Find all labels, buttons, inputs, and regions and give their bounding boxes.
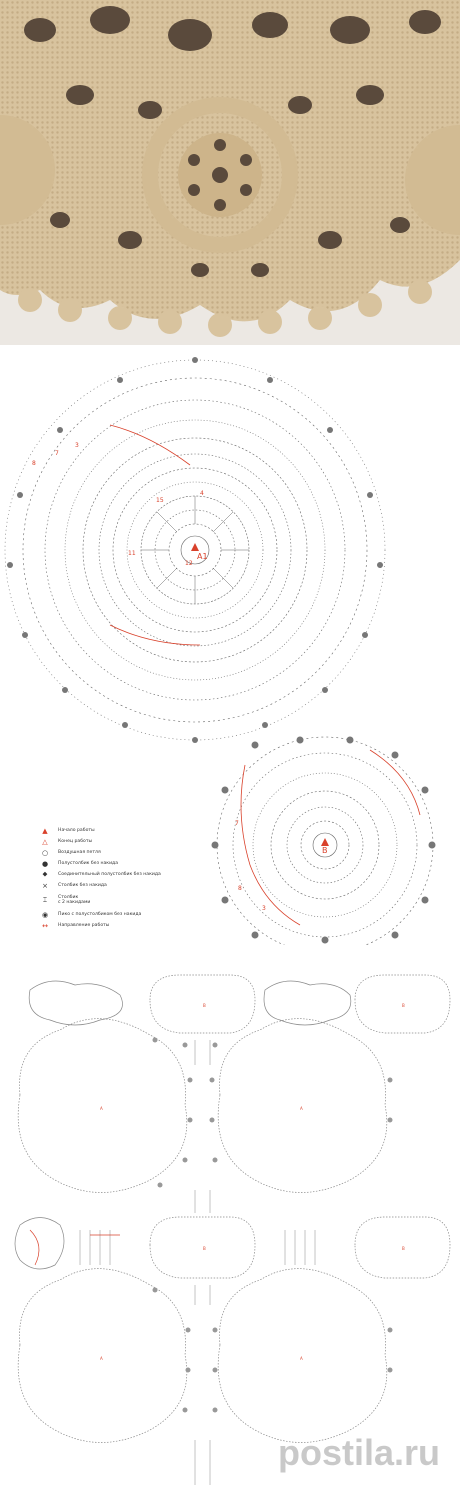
row-number: 3 xyxy=(75,442,79,449)
legend-label: Соединительный полустолбик без накида xyxy=(58,872,161,877)
watermark-logo: postila.ru xyxy=(277,1432,440,1473)
motif-a-label: A1 xyxy=(197,552,208,561)
row-number: 8 xyxy=(238,885,242,892)
end-arrow-icon: △ xyxy=(42,837,48,846)
picot-icon: ◉ xyxy=(41,910,49,919)
legend-label: Направление работы xyxy=(58,923,110,928)
row-number: 7 xyxy=(235,820,239,827)
row-number: 8 xyxy=(32,460,36,467)
row-number: 3 xyxy=(262,905,266,912)
lace-photo xyxy=(0,0,460,345)
row-number: 4 xyxy=(200,490,204,497)
row-number: 7 xyxy=(55,450,59,457)
legend-label: Полустолбик без накида xyxy=(58,861,119,866)
double-treble-icon: ⌶ xyxy=(42,895,48,904)
row-number: 15 xyxy=(156,497,164,504)
motif-b-label: B xyxy=(322,846,328,855)
legend-item xyxy=(38,826,218,835)
chart-legend xyxy=(38,826,218,932)
legend-label: Начало работы xyxy=(58,828,95,833)
row-number: 11 xyxy=(128,550,136,557)
legend-item xyxy=(38,859,218,868)
legend-label: Конец работы xyxy=(58,839,93,844)
legend-item xyxy=(38,921,218,930)
motif-a-center-number: 12 xyxy=(185,560,193,567)
chain-stitch-icon: ○ xyxy=(41,848,49,857)
start-arrow-icon: ▲ xyxy=(42,826,48,835)
motif-label: B xyxy=(203,1246,206,1251)
legend-label: Пико с полустолбиком без накида xyxy=(58,912,142,917)
direction-arrow-icon: ↔ xyxy=(42,921,48,930)
legend-item xyxy=(38,870,218,879)
strip-assembly-chart xyxy=(0,945,460,1494)
motif-label: B xyxy=(402,1246,405,1251)
legend-label: Столбик с 2 накидами xyxy=(58,895,91,905)
legend-item xyxy=(38,848,218,857)
single-crochet-icon: × xyxy=(42,881,48,890)
legend-item xyxy=(38,837,218,846)
motif-label: A xyxy=(300,1106,303,1111)
motif-label: B xyxy=(203,1003,206,1008)
strip-assembly-drawing xyxy=(0,945,460,1494)
legend-item xyxy=(38,881,218,890)
motif-label: A xyxy=(100,1356,103,1361)
motif-label: A xyxy=(300,1356,303,1361)
lace-photo-drawing xyxy=(0,0,460,345)
joining-slip-stitch-icon: ⬥ xyxy=(42,870,48,878)
legend-label: Воздушная петля xyxy=(58,850,101,855)
motif-label: B xyxy=(402,1003,405,1008)
legend-item xyxy=(38,910,218,919)
legend-item xyxy=(38,892,218,908)
legend-label: Столбик без накида xyxy=(58,883,107,888)
slip-stitch-icon: ● xyxy=(41,859,49,868)
motif-label: A xyxy=(100,1106,103,1111)
